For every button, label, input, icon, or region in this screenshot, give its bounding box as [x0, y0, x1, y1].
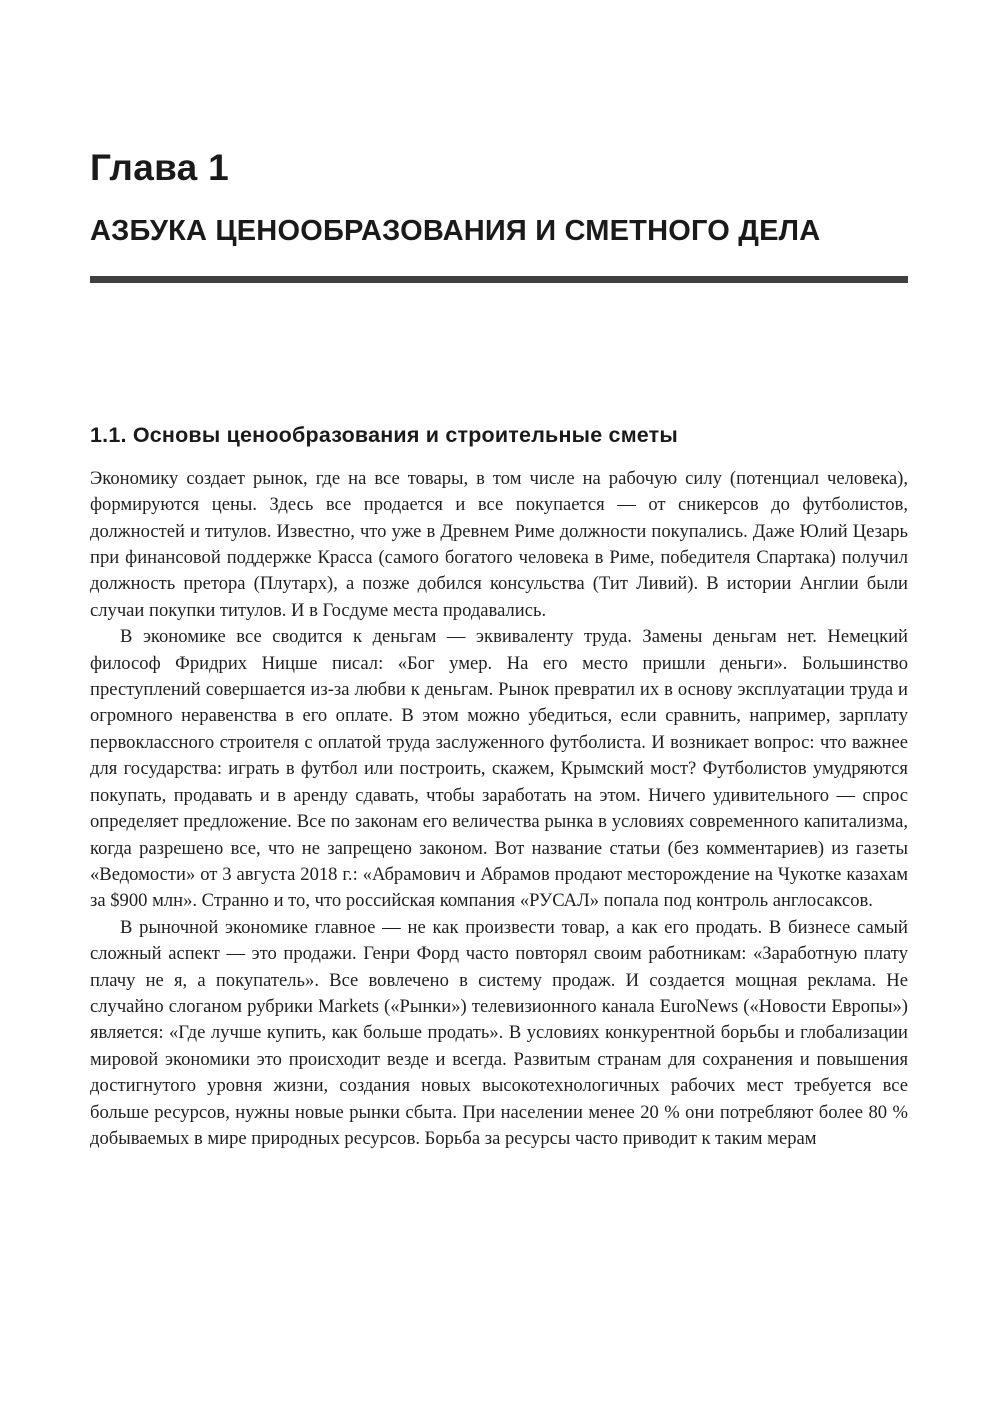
chapter-label: Глава 1 [90, 147, 230, 188]
body-text [90, 466, 908, 1153]
section-heading: 1.1. Основы ценообразования и строительные сметы [90, 423, 678, 448]
page-content [90, 0, 908, 1152]
chapter-title: АЗБУКА ЦЕНООБРАЗОВАНИЯ И СМЕТНОГО ДЕЛА [90, 214, 821, 247]
body-paragraph-3: В рыночной экономике главное — не как произвести товар, а как его продать. В бизнесе самый сложный аспект — это продажи. Генри Форд часто повторял своим работникам: «Заработную плату плачу не я, а покупатель». Все вовлечено в систему продаж. И создается мощная реклама. Не случайно слоганом рубрики Markets («Рынки») телевизионного канала EuroNews («Новости Европы») является: «Где лучше купить, как больше продать». В условиях конкурентной борьбы и глобализации мировой экономики это происходит везде и всегда. Развитым странам для сохранения и повышения достигнутого уровня жизни, создания новых высокотехнологичных рабочих мест требуется все больше ресурсов, нужны новые рынки сбыта. При населении менее 20 % они потребляют более 80 % добываемых в мире природных ресурсов. Борьба за ресурсы часто приводит к таким мерам [90, 916, 908, 1149]
body-paragraph-1: Экономику создает рынок, где на все товары, в том числе на рабочую силу (потенциал человека), формируются цены. Здесь все продается и все покупается — от сникерсов до футболистов, должностей и титулов. Известно, что уже в Древнем Риме должности покупались. Даже Юлий Цезарь при финансовой поддержке Красса (самого богатого человека в Риме, победителя Спартака) получил должность претора (Плутарх), а позже добился консульства (Тит Ливий). В истории Англии были случаи покупки титулов. И в Госдуме места продавались. [90, 467, 908, 621]
chapter-rule [90, 276, 908, 283]
body-paragraph-2: В экономике все сводится к деньгам — эквиваленту труда. Замены деньгам нет. Немецкий философ Фридрих Ницше писал: «Бог умер. На его место пришли деньги». Большинство преступлений совершается из-за любви к деньгам. Рынок превратил их в основу эксплуатации труда и огромного неравенства в его оплате. В этом можно убедиться, если сравнить, например, зарплату первоклассного строителя с оплатой труда заслуженного футболиста. И возникает вопрос: что важнее для государства: играть в футбол или построить, скажем, Крымский мост? Футболистов умудряются покупать, продавать и в аренду сдавать, чтобы заработать на этом. Ничего удивительного — спрос определяет предложение. Все по законам его величества рынка в условиях современного капитализма, когда разрешено все, что не запрещено законом. Вот название статьи (без комментариев) из газеты «Ведомости» от 3 августа 2018 г.: «Абрамович и Абрамов продают месторождение на Чукотке казахам за $900 млн». Странно и то, что российская компания «РУСАЛ» попала под контроль англосаксов. [90, 626, 908, 912]
